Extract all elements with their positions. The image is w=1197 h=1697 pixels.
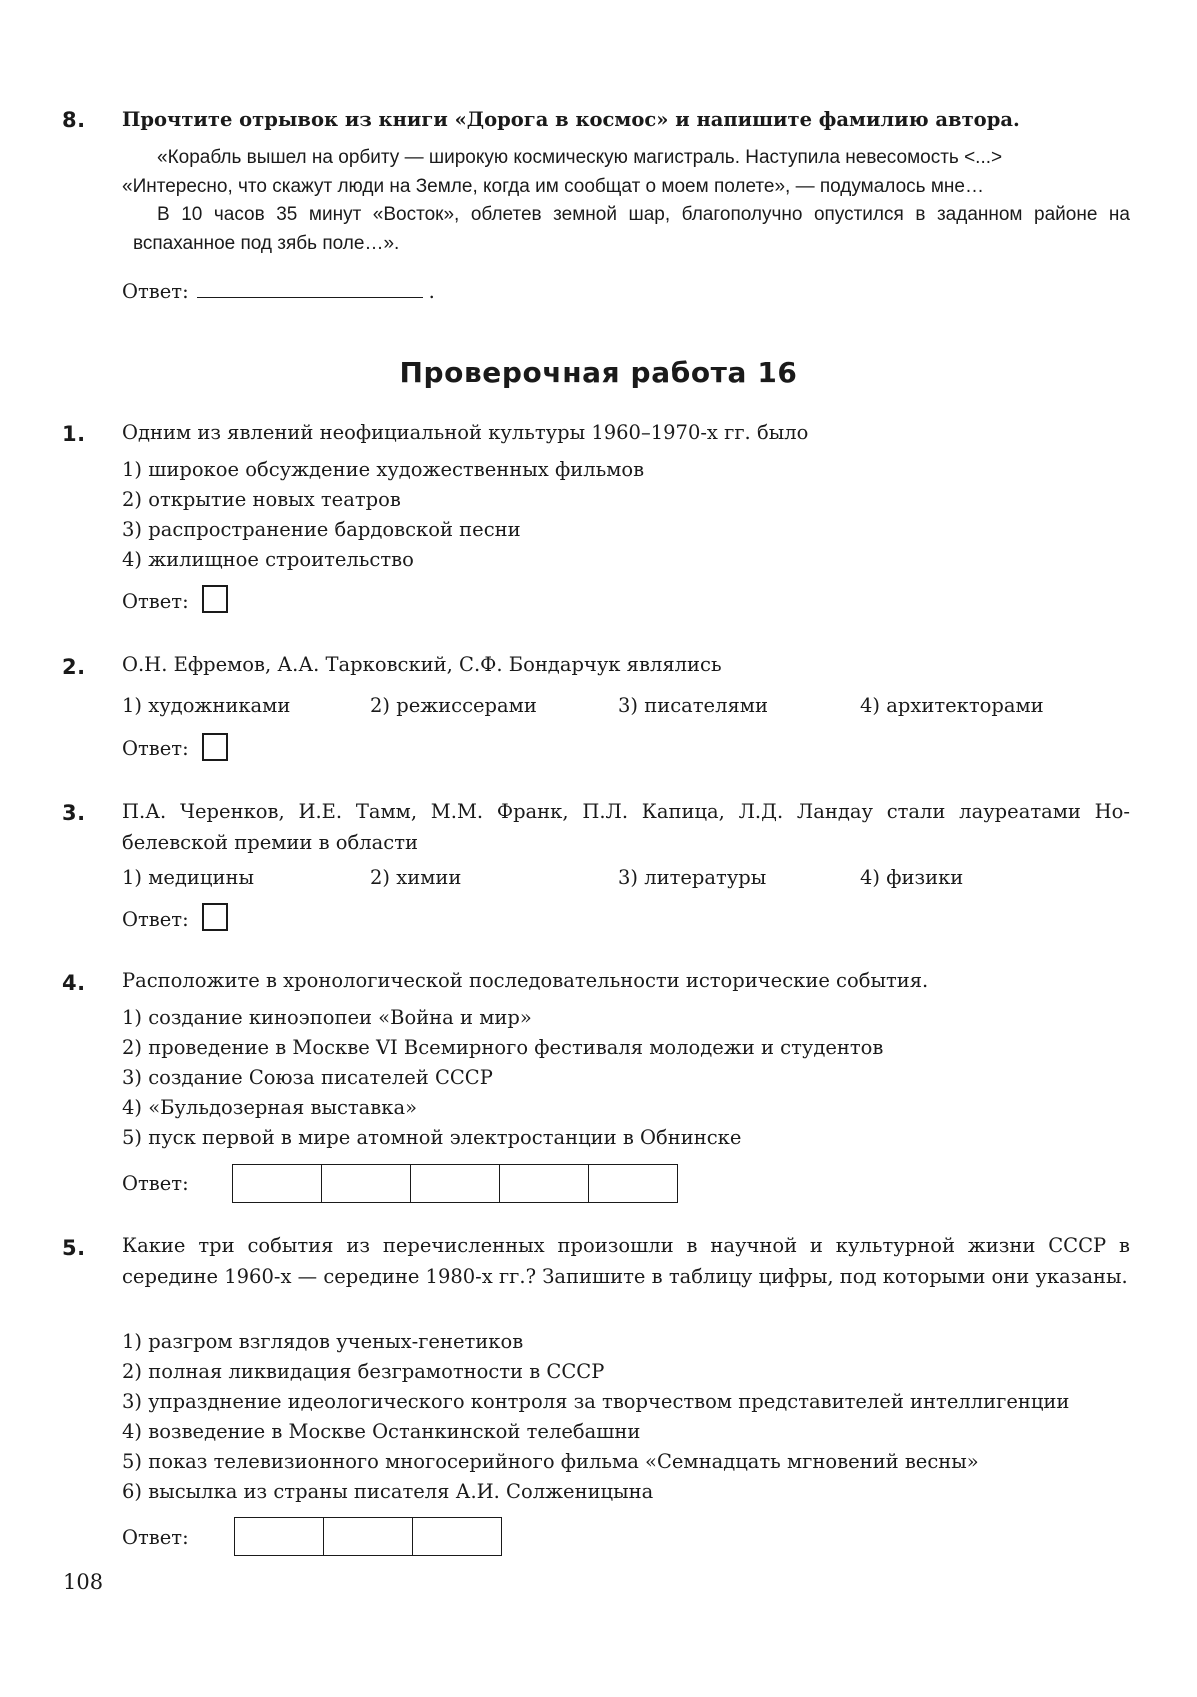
question-4-option-5: 5) пуск первой в мире атомной электростанции в Обнинске (122, 1126, 742, 1149)
question-1-number: 1. (62, 422, 86, 446)
question-5-answer-label: Ответ: (122, 1526, 189, 1549)
answer-label: Ответ: (122, 280, 189, 303)
question-8-number: 8. (62, 108, 86, 132)
page-number: 108 (63, 1570, 104, 1594)
question-3-option-2: 2) химии (370, 866, 462, 889)
question-4-option-2: 2) проведение в Москве VI Всемирного фестиваля молодежи и студентов (122, 1036, 884, 1059)
question-1-option-3: 3) распространение бардовской песни (122, 518, 521, 541)
answer-cell[interactable] (589, 1165, 677, 1202)
question-5-number: 5. (62, 1236, 86, 1260)
question-2-answer-box[interactable] (202, 733, 228, 761)
question-4-option-3: 3) создание Союза писателей СССР (122, 1066, 493, 1089)
question-4-prompt: Расположите в хронологической последовательности исторические события. (122, 969, 929, 992)
question-3-answer-box[interactable] (202, 903, 228, 931)
question-4-option-1: 1) создание киноэпопеи «Война и мир» (122, 1006, 532, 1029)
passage-line-1: «Корабль вышел на орбиту — широкую космическую магистраль. Наступила невесомость <...> (157, 147, 1003, 168)
answer-cell[interactable] (411, 1165, 500, 1202)
question-2-option-2: 2) режиссерами (370, 694, 537, 717)
question-4-option-4: 4) «Бульдозерная выставка» (122, 1096, 418, 1119)
question-8-passage (122, 144, 1130, 258)
question-2-option-3: 3) писателями (618, 694, 768, 717)
question-3-prompt-line-1: П.А. Черенков, И.Е. Тамм, М.М. Франк, П.Л. Капица, Л.Д. Ландау стали лауреатами Но- (122, 800, 1130, 823)
question-8-prompt: Прочтите отрывок из книги «Дорога в космос» и напишите фамилию автора. (122, 108, 1020, 131)
question-4-answer-cells (232, 1164, 678, 1203)
question-2-option-4: 4) архитекторами (860, 694, 1044, 717)
question-5-option-3: 3) упразднение идеологического контроля за творчеством представителей интеллигенции (122, 1390, 1070, 1413)
question-5-option-5: 5) показ телевизионного многосерийного фильма «Семнадцать мгновений весны» (122, 1450, 979, 1473)
page-title: Проверочная работа 16 (399, 356, 798, 389)
question-4-answer-label: Ответ: (122, 1172, 189, 1195)
answer-period: . (428, 280, 435, 303)
question-5-option-2: 2) полная ликвидация безграмотности в СССР (122, 1360, 605, 1383)
question-5-option-1: 1) разгром взглядов ученых-генетиков (122, 1330, 524, 1353)
question-4-number: 4. (62, 971, 86, 995)
answer-blank-line[interactable] (197, 277, 423, 298)
question-3-prompt (122, 796, 1130, 858)
question-3-number: 3. (62, 801, 86, 825)
question-3-option-1: 1) медицины (122, 866, 254, 889)
question-3-option-3: 3) литературы (618, 866, 767, 889)
question-1-option-2: 2) открытие новых театров (122, 488, 401, 511)
question-3-prompt-line-2: белевской премии в области (122, 831, 418, 854)
question-5-prompt: Какие три события из перечисленных произошли в научной и культурной жизни СССР в середине 1960-х — середине 1980-х гг.? Запишите в таблицу цифры, под которыми они указаны. (122, 1234, 1130, 1288)
question-5-option-6: 6) высылка из страны писателя А.И. Солженицына (122, 1480, 654, 1503)
answer-cell[interactable] (413, 1518, 501, 1555)
question-2-prompt: О.Н. Ефремов, А.А. Тарковский, С.Ф. Бондарчук являлись (122, 653, 722, 676)
question-8-answer (122, 277, 435, 303)
question-3-option-4: 4) физики (860, 866, 964, 889)
answer-cell[interactable] (322, 1165, 411, 1202)
question-2-number: 2. (62, 655, 86, 679)
question-1-answer-label: Ответ: (122, 590, 189, 613)
answer-cell[interactable] (233, 1165, 322, 1202)
passage-line-3: В 10 часов 35 минут «Восток», облетев земной шар, благополучно опустился в заданном районе на вспаханное под зябь поле…». (133, 204, 1130, 254)
answer-cell[interactable] (500, 1165, 589, 1202)
passage-line-2: «Интересно, что скажут люди на Земле, когда им сообщат о моем полете», — подумалось мне… (122, 175, 984, 197)
question-1-option-4: 4) жилищное строительство (122, 548, 414, 571)
question-5-option-4: 4) возведение в Москве Останкинской телебашни (122, 1420, 641, 1443)
question-1-prompt: Одним из явлений неофициальной культуры 1960–1970-х гг. было (122, 421, 809, 444)
question-1-option-1: 1) широкое обсуждение художественных фильмов (122, 458, 645, 481)
question-2-option-1: 1) художниками (122, 694, 291, 717)
question-2-answer-label: Ответ: (122, 737, 189, 760)
answer-cell[interactable] (324, 1518, 413, 1555)
question-3-answer-label: Ответ: (122, 908, 189, 931)
question-5-answer-cells (234, 1517, 502, 1556)
question-1-answer-box[interactable] (202, 585, 228, 613)
answer-cell[interactable] (235, 1518, 324, 1555)
